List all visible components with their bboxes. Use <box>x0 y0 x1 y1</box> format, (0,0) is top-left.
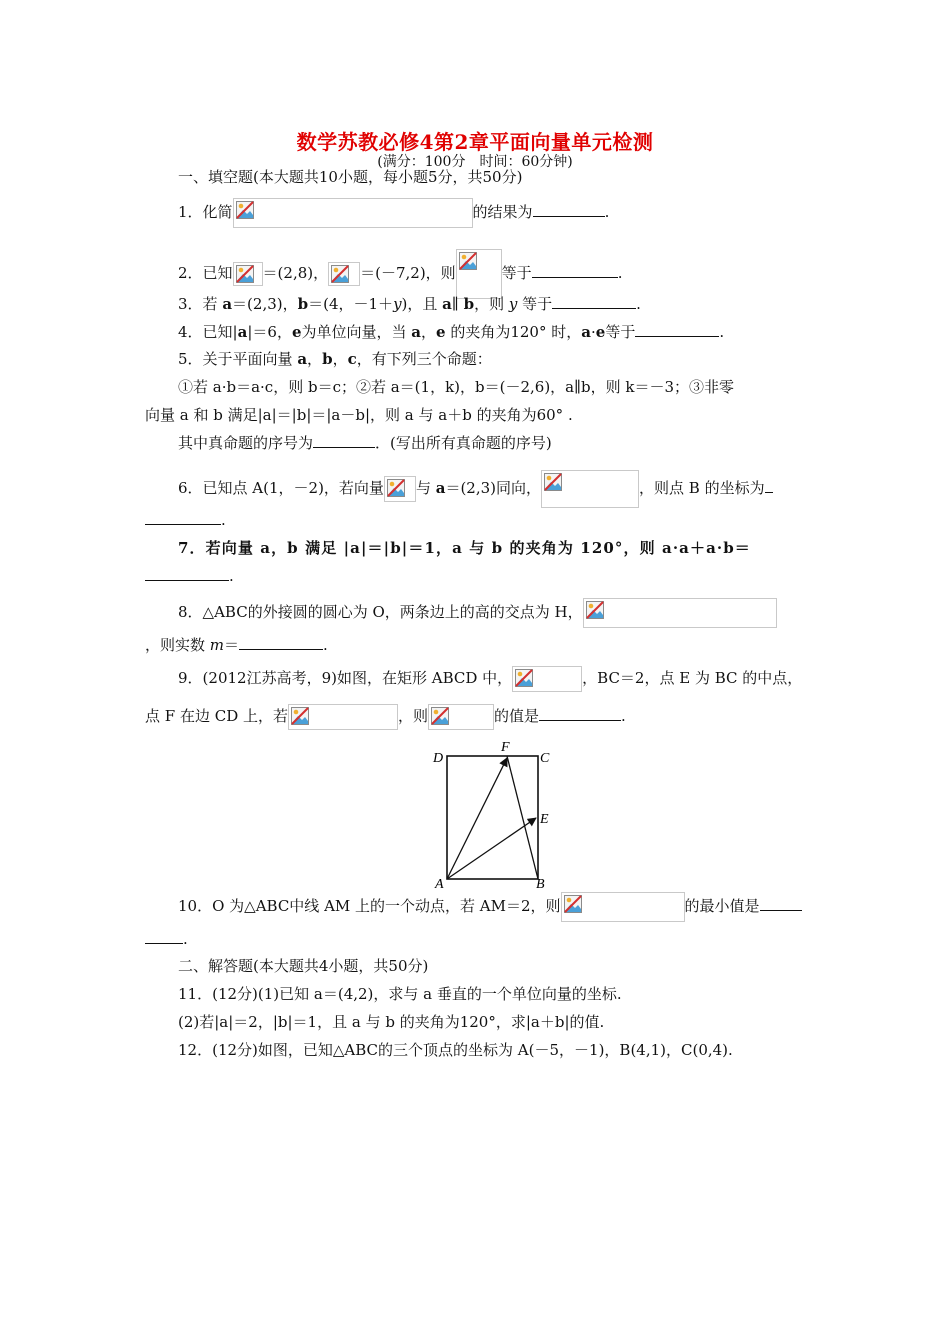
question-8: 8．△ABC的外接圆的圆心为 O，两条边上的高的交点为 H， <box>178 598 777 628</box>
question-2: 2．已知 ＝(2,8)， ＝(－7,2)，则 等于 . <box>178 249 622 299</box>
question-9-line-1: 9．(2012江苏高考，9)如图，在矩形 ABCD 中， ，BC＝2，点 E 为 BC 的中点， <box>178 666 802 692</box>
rectangle-figure <box>430 738 560 890</box>
formula-image <box>456 249 502 299</box>
answer-blank <box>760 896 802 911</box>
label-c: C <box>540 751 550 766</box>
question-7-continued: . <box>145 565 234 587</box>
formula-image <box>512 666 582 692</box>
question-11-part-2: (2)若|a|＝2，|b|＝1，且 a 与 b 的夹角为120°，求|a＋b|的值. <box>178 1013 605 1031</box>
answer-blank <box>635 322 719 337</box>
question-1: 1．化简 的结果为 . <box>178 198 609 228</box>
broken-image-icon <box>236 201 254 219</box>
label-b: B <box>536 877 545 890</box>
formula-image <box>561 892 685 922</box>
question-3: 3．若 a＝(2,3)，b＝(4，－1＋y)，且 a∥ b，则 y 等于 . <box>178 295 641 313</box>
question-12: 12．(12分)如图，已知△ABC的三个顶点的坐标为 A(－5，－1)，B(4,1)，C(0,4). <box>178 1041 733 1059</box>
question-6-continued: . <box>145 509 226 531</box>
page-subtitle: (满分：100分 时间：60分钟) <box>377 154 573 170</box>
broken-image-icon <box>291 707 309 725</box>
answer-blank <box>533 202 605 217</box>
answer-blank <box>239 635 323 650</box>
formula-image <box>583 598 777 628</box>
broken-image-icon <box>586 601 604 619</box>
formula-image <box>233 262 263 286</box>
label-a: A <box>435 877 444 890</box>
formula-image <box>233 198 473 228</box>
broken-image-icon <box>459 252 477 270</box>
rectangle-abcd <box>447 756 538 879</box>
question-7: 7．若向量 a，b 满足 |a|＝|b|＝1，a 与 b 的夹角为 120°，则 a·a＋a·b＝ <box>178 539 751 557</box>
answer-blank <box>765 478 773 493</box>
label-f: F <box>501 740 510 755</box>
vector-ae <box>447 818 536 879</box>
question-10-continued: . <box>145 928 188 950</box>
question-5-line-3: 向量 a 和 b 满足|a|＝|b|＝|a－b|，则 a 与 a＋b 的夹角为60° . <box>145 406 573 424</box>
label-d: D <box>433 751 444 766</box>
answer-blank <box>313 433 375 448</box>
answer-blank <box>145 510 221 525</box>
formula-image <box>328 262 360 286</box>
answer-blank <box>145 566 229 581</box>
formula-image <box>384 476 416 502</box>
section-1-heading: 一、填空题(本大题共10小题，每小题5分，共50分) <box>178 168 523 186</box>
broken-image-icon <box>331 265 349 283</box>
question-8-continued: ，则实数 m＝ . <box>145 636 328 654</box>
question-6: 6．已知点 A(1，－2)，若向量 与 a＝(2,3)同向， ，则点 B 的坐标为 <box>178 470 773 508</box>
answer-blank <box>532 263 618 278</box>
broken-image-icon <box>564 895 582 913</box>
vector-af <box>447 758 507 879</box>
question-9-line-2: 点 F 在边 CD 上，若 ，则 的值是 . <box>145 704 626 730</box>
question-5-line-4: 其中真命题的序号为 ．(写出所有真命题的序号) <box>178 434 552 452</box>
formula-image <box>541 470 639 508</box>
question-5-line-2: ①若 a·b＝a·c，则 b＝c；②若 a＝(1，k)，b＝(－2,6)，a∥b，则 k＝－3；③非零 <box>178 378 735 396</box>
question-4: 4．已知|a|＝6，e为单位向量，当 a，e 的夹角为120° 时，a·e等于 . <box>178 323 725 341</box>
question-11-part-1: 11．(12分)(1)已知 a＝(4,2)，求与 a 垂直的一个单位向量的坐标. <box>178 985 622 1003</box>
page-title: 数学苏教必修4第2章平面向量单元检测 <box>296 130 654 154</box>
section-2-heading: 二、解答题(本大题共4小题，共50分) <box>178 957 429 975</box>
broken-image-icon <box>431 707 449 725</box>
label-e: E <box>540 812 549 827</box>
question-5-line-1: 5．关于平面向量 a，b，c，有下列三个命题： <box>178 350 492 368</box>
answer-blank <box>145 929 183 944</box>
answer-blank <box>552 294 636 309</box>
broken-image-icon <box>515 669 533 687</box>
answer-blank <box>539 706 621 721</box>
broken-image-icon <box>544 473 562 491</box>
question-10: 10．O 为△ABC中线 AM 上的一个动点，若 AM＝2，则 的最小值是 <box>178 892 802 922</box>
formula-image <box>428 704 494 730</box>
broken-image-icon <box>236 265 254 283</box>
segment-bf <box>507 756 538 879</box>
broken-image-icon <box>387 479 405 497</box>
formula-image <box>288 704 398 730</box>
